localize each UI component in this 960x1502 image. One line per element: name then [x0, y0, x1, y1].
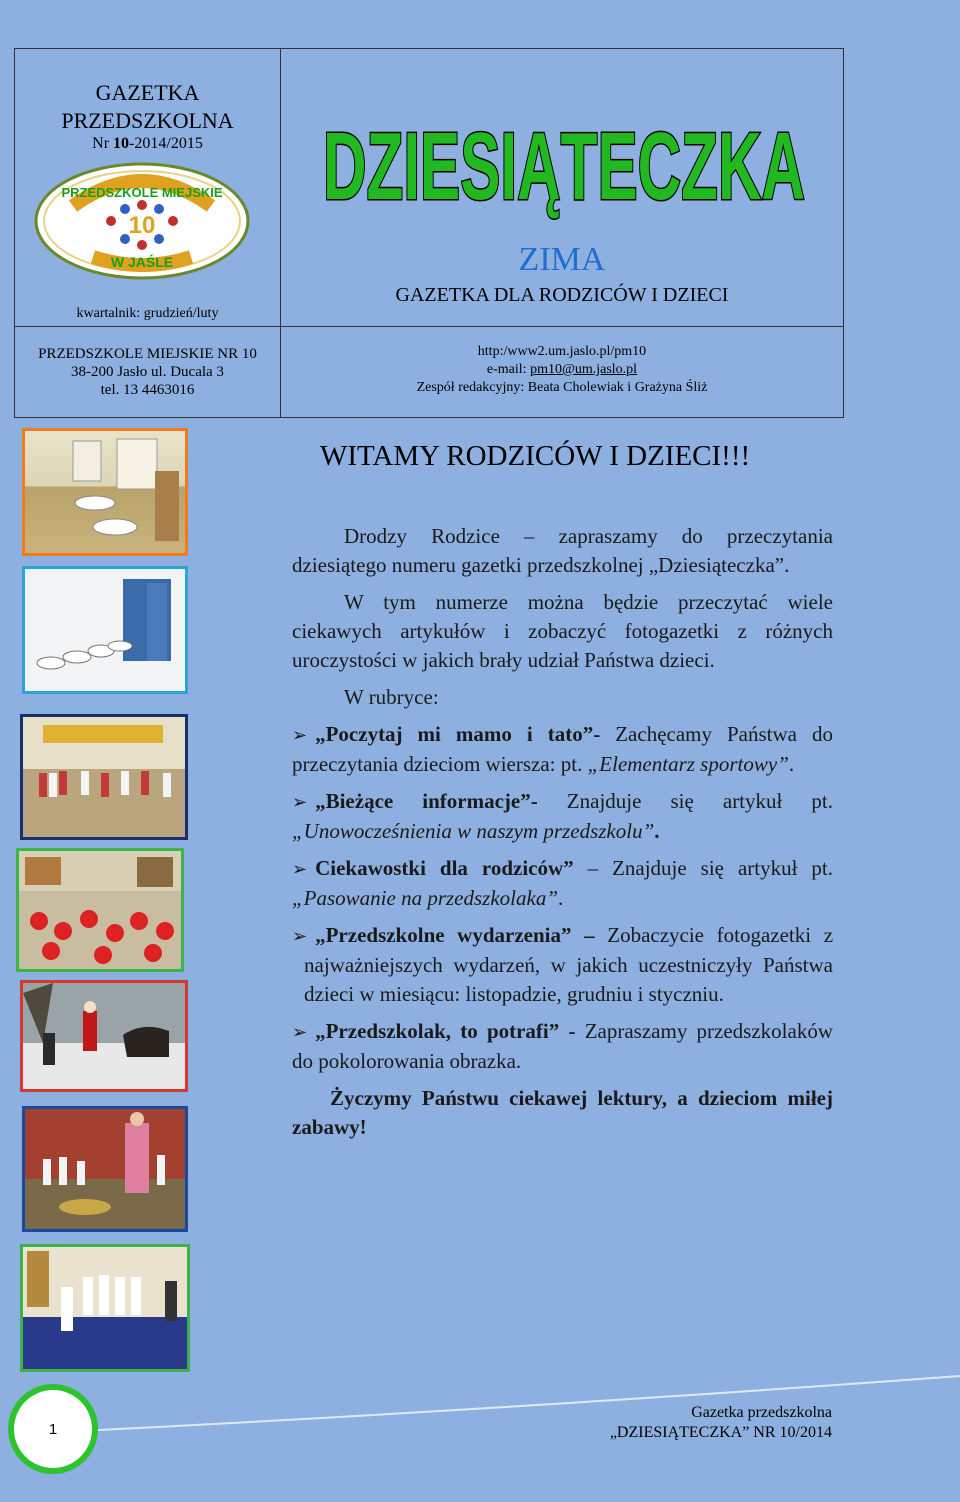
masthead-text: DZIESIĄTECZKA [323, 113, 805, 220]
issue-number: Nr 10-2014/2015 [92, 135, 203, 152]
list-item: ➢ „Przedszkolak, to potrafi” - Zapraszamy przedszkolaków do pokolorowania obrazka. [292, 1019, 833, 1073]
arrow-bullet-icon: ➢ [292, 859, 308, 880]
address-line-2: 38-200 Jasło ul. Ducala 3 [71, 364, 224, 380]
email-line: e-mail: pm10@um.jaslo.pl [486, 362, 638, 377]
toilets-photo [22, 566, 188, 694]
logo-text-bottom: W JAŚLE [110, 254, 174, 270]
list-item: ➢ Ciekawostki dla rodziców” – Znajduje się artykuł pt. „Pasowanie na przedszkolaka”. [292, 856, 833, 910]
list-item: ➢ „Przedszkolne wydarzenia” – Zobaczycie fotogazetki z najważniejszych wydarzeń, w jakich uczestniczyły Państwa dzieci w miesiącu: listopadzie, grudniu i styczniu. [292, 923, 834, 1006]
article-body [292, 522, 833, 1142]
rubric-label: W rubryce: [344, 685, 439, 709]
masthead-cell [281, 49, 843, 327]
arrow-bullet-icon: ➢ [292, 926, 308, 947]
children-line-photo [20, 714, 188, 840]
logo-number: 10 [128, 212, 156, 239]
publication-info-cell [15, 49, 281, 327]
list-item: ➢ „Bieżące informacje”- Znajduje się artykuł pt. „Unowocześnienia w naszym przedszkolu”. [292, 789, 833, 843]
publication-title: GAZETKA PRZEDSZKOLNA [61, 80, 234, 133]
address-line-3: tel. 13 4463016 [100, 382, 195, 398]
arrow-bullet-icon: ➢ [292, 725, 308, 746]
logo-text-top: PRZEDSZKOLE MIEJSKIE [61, 185, 223, 200]
closing-wishes: Życzymy Państwu ciekawej lektury, a dzieciom miłej zabawy! [292, 1086, 833, 1139]
contact-block [281, 343, 843, 397]
address-block [15, 345, 280, 399]
kindergarten-logo [33, 161, 251, 281]
contact-cell [281, 327, 843, 417]
washroom-photo [22, 428, 188, 556]
editors-line: Zespół redakcyjny: Beata Cholewiak i Grażyna Śliż [416, 380, 708, 395]
welcome-heading: WITAMY RODZICÓW I DZIECI!!! [320, 440, 751, 472]
footer-line-2: „DZIESIĄTECZKA” NR 10/2014 [609, 1424, 832, 1441]
overview-paragraph: W tym numerze można będzie przeczytać wiele ciekawych artykułów i zobaczyć fotogazetki z różnych uroczystości w jakich brały udział Państwa dzieci. [292, 590, 833, 672]
intro-paragraph: Drodzy Rodzice – zapraszamy do przeczytania dziesiątego numeru gazetki przedszkolnej „Dziesiąteczka”. [292, 524, 833, 577]
address-cell [15, 327, 281, 417]
website-link[interactable]: http:/www2.um.jaslo.pl/pm10 [477, 344, 647, 359]
address-line-1: PRZEDSZKOLE MIEJSKIE NR 10 [38, 346, 257, 362]
list-item: ➢ „Poczytaj mi mamo i tato”- Zachęcamy Państwa do przeczytania dzieciom wiersza: pt. „Elementarz sportowy”. [292, 722, 833, 776]
masthead-table [14, 48, 844, 418]
nativity-photo [22, 1106, 188, 1232]
footer-line-1: Gazetka przedszkolna [691, 1404, 832, 1421]
judo-photo [20, 1244, 190, 1372]
footer-text [610, 1403, 832, 1443]
arrow-bullet-icon: ➢ [292, 792, 308, 813]
season-title: ZIMA [518, 241, 606, 278]
quarter-label: kwartalnik: grudzień/luty [76, 306, 219, 321]
page-number: 1 [8, 1384, 98, 1474]
newsletter-subtitle: GAZETKA DLA RODZICÓW I DZIECI [395, 284, 729, 306]
children-sitting-photo [16, 848, 184, 972]
masthead-title [319, 71, 809, 231]
arrow-bullet-icon: ➢ [292, 1022, 308, 1043]
email-link[interactable]: pm10@um.jaslo.pl [530, 362, 638, 377]
santa-horse-photo [20, 980, 188, 1092]
